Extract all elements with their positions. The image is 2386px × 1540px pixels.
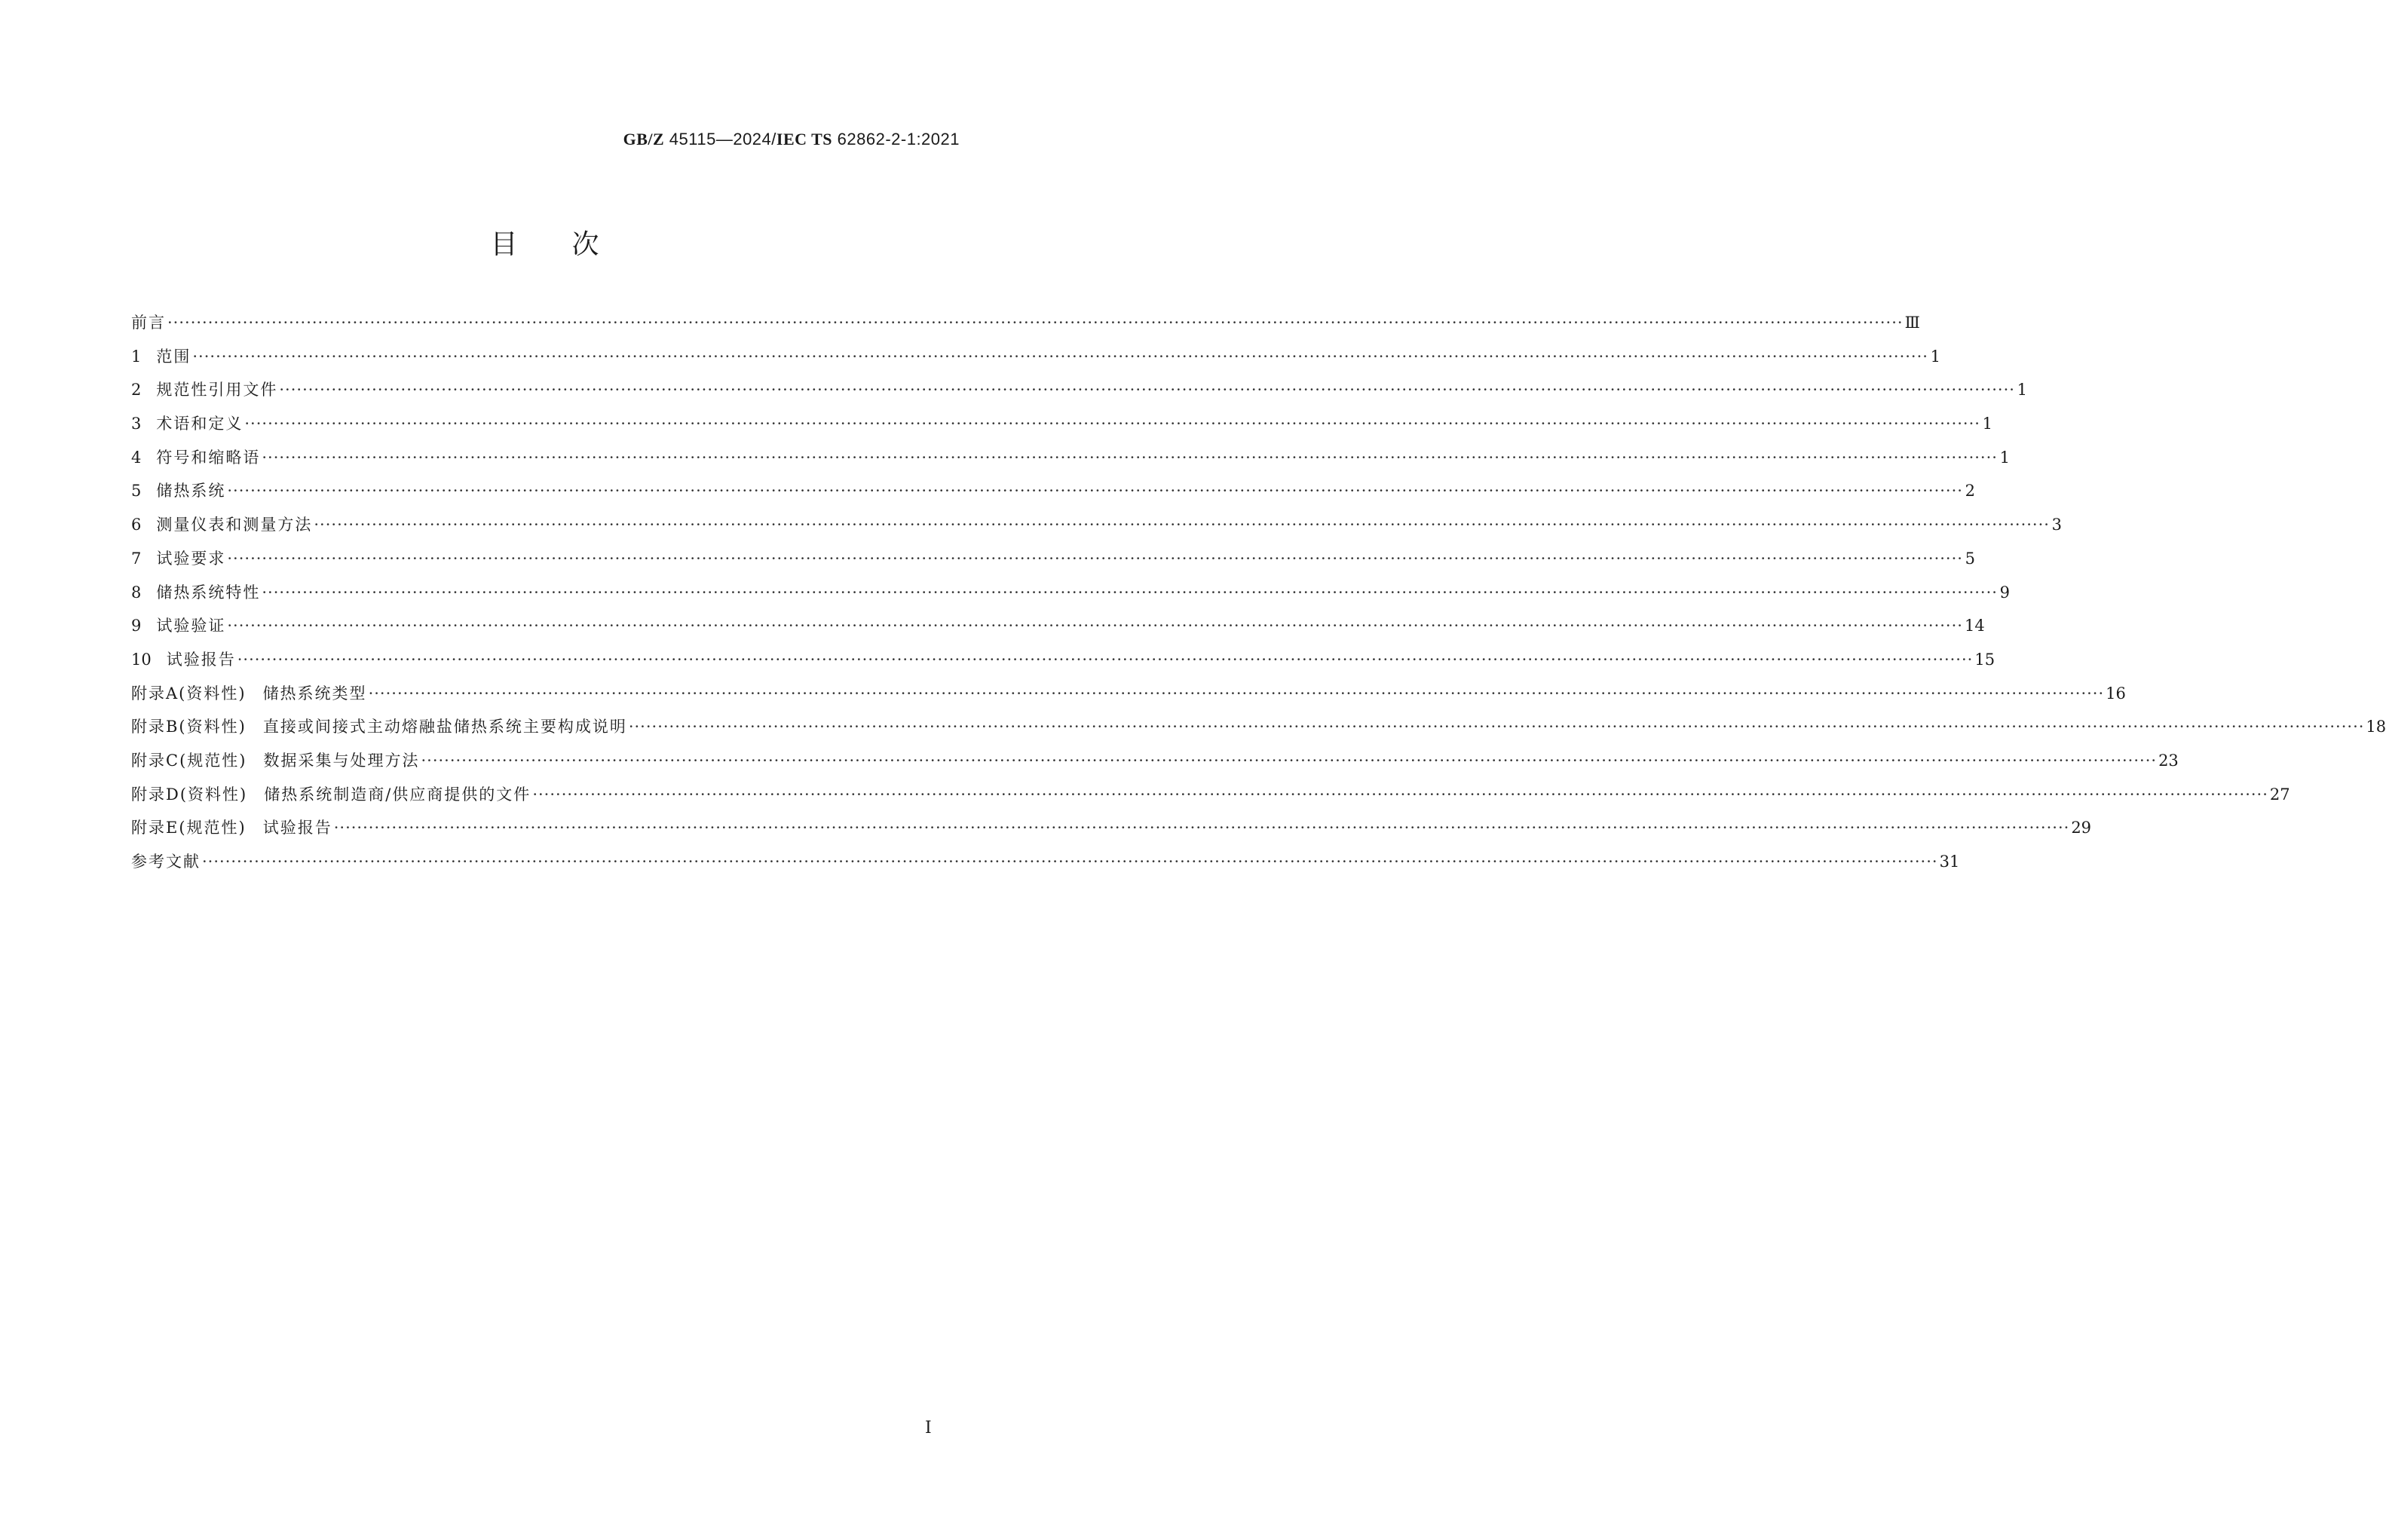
toc-dot-leader: ············································································································································································································································································································ — [279, 381, 2015, 400]
toc-entry-page-number: 2 — [1965, 482, 1975, 501]
toc-entry-page-number: 1 — [1982, 415, 1992, 433]
toc-entry[interactable] — [131, 614, 1985, 648]
std-code-part: 62862-2-1:2021 — [832, 130, 960, 148]
toc-entry-label: 储热系统特性 — [156, 583, 261, 602]
toc-entry-number: 4 — [131, 448, 142, 467]
toc-entry-label: 储热系统 — [156, 482, 226, 501]
table-of-contents — [131, 311, 2386, 883]
toc-entry[interactable] — [131, 580, 2010, 614]
toc-dot-leader: ············································································································································································································································································································ — [314, 516, 2050, 534]
toc-entry-label: 术语和定义 — [156, 415, 244, 433]
toc-entry[interactable] — [131, 648, 1995, 681]
toc-entry-annex-prefix: 附录E(规范性) — [131, 819, 247, 837]
toc-entry-number: 6 — [131, 516, 142, 534]
toc-entry-page-number: 31 — [1939, 853, 1960, 871]
toc-entry-page-number: 9 — [1999, 583, 2010, 602]
toc-dot-leader: ············································································································································································································································································································ — [333, 819, 2070, 837]
toc-dot-leader: ············································································································································································································································································································ — [202, 853, 1938, 871]
toc-entry-label: 测量仪表和测量方法 — [156, 516, 313, 534]
toc-entry-label: 范围 — [156, 347, 191, 366]
toc-entry-page-number: 16 — [2106, 684, 2126, 703]
toc-entry-number: 8 — [131, 583, 142, 602]
toc-entry-page-number: 15 — [1974, 650, 1995, 669]
toc-entry-number: 3 — [131, 415, 142, 433]
toc-entry-number: 1 — [131, 347, 142, 366]
toc-entry[interactable] — [131, 412, 1992, 445]
toc-entry-page-number: 3 — [2051, 516, 2062, 534]
toc-entry-label: 储热系统制造商/供应商提供的文件 — [264, 785, 531, 804]
toc-dot-leader: ············································································································································································································································································································ — [532, 785, 2268, 804]
toc-entry-label: 符号和缩略语 — [156, 448, 261, 467]
toc-entry-number: 10 — [131, 650, 152, 669]
toc-entry-page-number: 14 — [1964, 617, 1985, 635]
toc-dot-leader: ············································································································································································································································································································ — [192, 347, 1928, 366]
toc-dot-leader: ············································································································································································································································································································ — [237, 650, 1974, 669]
toc-entry-page-number: 29 — [2071, 819, 2092, 837]
toc-entry-label: 数据采集与处理方法 — [263, 751, 420, 770]
toc-entry[interactable] — [131, 547, 1975, 580]
std-code-part: IEC TS — [776, 130, 833, 148]
toc-dot-leader: ············································································································································································································································································································ — [421, 751, 2158, 770]
toc-entry-label: 试验报告 — [262, 819, 332, 837]
toc-entry[interactable] — [131, 715, 2386, 749]
toc-entry-page-number: 23 — [2158, 751, 2179, 770]
toc-entry-number: 5 — [131, 482, 142, 501]
toc-entry[interactable] — [131, 344, 1940, 378]
toc-dot-leader: ············································································································································································································································································································ — [628, 718, 2365, 736]
toc-entry-label: 规范性引用文件 — [156, 381, 278, 400]
toc-entry-page-number: 5 — [1965, 549, 1975, 568]
toc-entry[interactable] — [131, 513, 2062, 547]
toc-entry-page-number: 1 — [1930, 347, 1940, 366]
page-number: I — [925, 1419, 932, 1437]
toc-entry[interactable] — [131, 749, 2179, 782]
toc-dot-leader: ············································································································································································································································································································ — [368, 684, 2105, 703]
toc-entry-page-number: 18 — [2366, 718, 2386, 736]
toc-dot-leader: ············································································································································································································································································································ — [262, 448, 1998, 467]
page-title: 目次 — [490, 229, 654, 260]
toc-entry-page-number: 1 — [1999, 448, 2010, 467]
toc-entry-number: 2 — [131, 381, 142, 400]
toc-entry-label: 试验验证 — [156, 617, 226, 635]
toc-entry-label: 试验报告 — [166, 650, 236, 669]
toc-dot-leader: ············································································································································································································································································································ — [244, 415, 1980, 433]
toc-entry-page-number: Ⅲ — [1904, 314, 1920, 332]
toc-entry[interactable] — [131, 311, 1920, 344]
toc-entry-label: 储热系统类型 — [262, 684, 367, 703]
toc-entry-annex-prefix: 附录C(规范性) — [131, 751, 247, 770]
toc-entry-number: 9 — [131, 617, 142, 635]
toc-dot-leader: ············································································································································································································································································································ — [262, 583, 1998, 602]
toc-entry[interactable] — [131, 681, 2126, 715]
toc-entry-page-number: 1 — [2017, 381, 2027, 400]
toc-entry[interactable] — [131, 816, 2092, 850]
toc-dot-leader: ············································································································································································································································································································ — [227, 617, 1963, 635]
std-code-part: 45115—2024/ — [664, 130, 776, 148]
toc-entry[interactable] — [131, 378, 2027, 412]
toc-entry-label: 前言 — [131, 314, 166, 332]
toc-entry[interactable] — [131, 850, 1960, 883]
toc-entry-page-number: 27 — [2269, 785, 2290, 804]
toc-dot-leader: ············································································································································································································································································································ — [227, 549, 1963, 568]
toc-entry-label: 参考文献 — [131, 853, 201, 871]
toc-entry-annex-prefix: 附录A(资料性) — [131, 684, 247, 703]
toc-dot-leader: ············································································································································································································································································································ — [227, 482, 1963, 501]
standard-code-header — [623, 130, 960, 149]
toc-entry-number: 7 — [131, 549, 142, 568]
toc-entry-label: 试验要求 — [156, 549, 226, 568]
toc-entry-label: 直接或间接式主动熔融盐储热系统主要构成说明 — [262, 718, 627, 736]
toc-entry-annex-prefix: 附录D(资料性) — [131, 785, 248, 804]
toc-entry[interactable] — [131, 479, 1975, 513]
toc-entry-annex-prefix: 附录B(资料性) — [131, 718, 247, 736]
toc-dot-leader: ············································································································································································································································································································ — [167, 314, 1904, 332]
toc-entry[interactable] — [131, 445, 2010, 479]
toc-entry[interactable] — [131, 782, 2290, 816]
std-code-part: GB/Z — [623, 130, 665, 148]
